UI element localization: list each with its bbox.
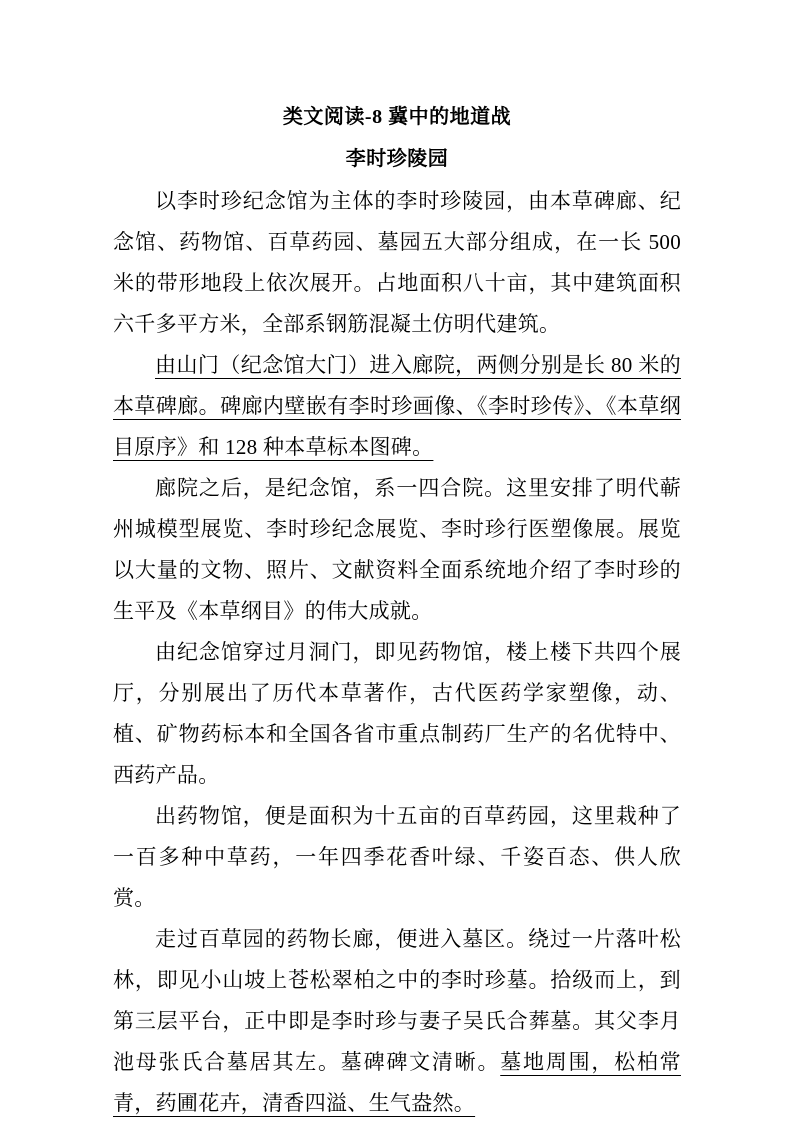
paragraph-herb-garden: 出药物馆，便是面积为十五亩的百草药园，这里栽种了一百多种中草药，一年四季花香叶绿、千姿百态、供人欣赏。 (113, 804, 681, 910)
document-title: 类文阅读-8 冀中的地道战 (282, 106, 512, 128)
document-subtitle: 李时珍陵园 (345, 148, 449, 170)
paragraph-tomb-area (113, 919, 681, 1122)
paragraph-tomb-area-normal-text: 走过百草园的药物长廊，便进入墓区。绕过一片落叶松林，即见小山坡上苍松翠柏之中的李时珍墓。拾级而上，到第三层平台，正中即是李时珍与妻子吴氏合葬墓。其父李月池母张氏合墓居其左。墓碑碑文清晰。 (113, 927, 681, 1074)
paragraph-overview: 以李时珍纪念馆为主体的李时珍陵园，由本草碑廊、纪念馆、药物馆、百草药园、墓园五大部分组成，在一长 500 米的带形地段上依次展开。占地面积八十亩，其中建筑面积六千多平方米，全部系钢筋混凝土仿明代建筑。 (113, 189, 681, 336)
paragraph-medicine-hall: 由纪念馆穿过月洞门，即见药物馆，楼上楼下共四个展厅，分别展出了历代本草著作，古代医药学家塑像，动、植、矿物药标本和全国各省市重点制药厂生产的名优特中、西药产品。 (113, 640, 681, 787)
paragraph-memorial-hall: 廊院之后，是纪念馆，系一四合院。这里安排了明代蕲州城模型展览、李时珍纪念展览、李时珍行医塑像展。展览以大量的文物、照片、文献资料全面系统地介绍了李时珍的生平及《本草纲目》的伟大成就。 (113, 476, 681, 623)
paragraph-tomb-area-underlined-text: 墓地周围，松柏常青，药圃花卉，清香四溢、生气盎然。 (113, 1050, 681, 1115)
document-body (113, 181, 681, 1122)
paragraph-beicao-corridor-underlined: 由山门（纪念馆大门）进入廊院，两侧分别是长 80 米的本草碑廊。碑廊内壁嵌有李时珍画像、《李时珍传》、《本草纲目原序》和 128 种本草标本图碑。 (113, 353, 681, 459)
